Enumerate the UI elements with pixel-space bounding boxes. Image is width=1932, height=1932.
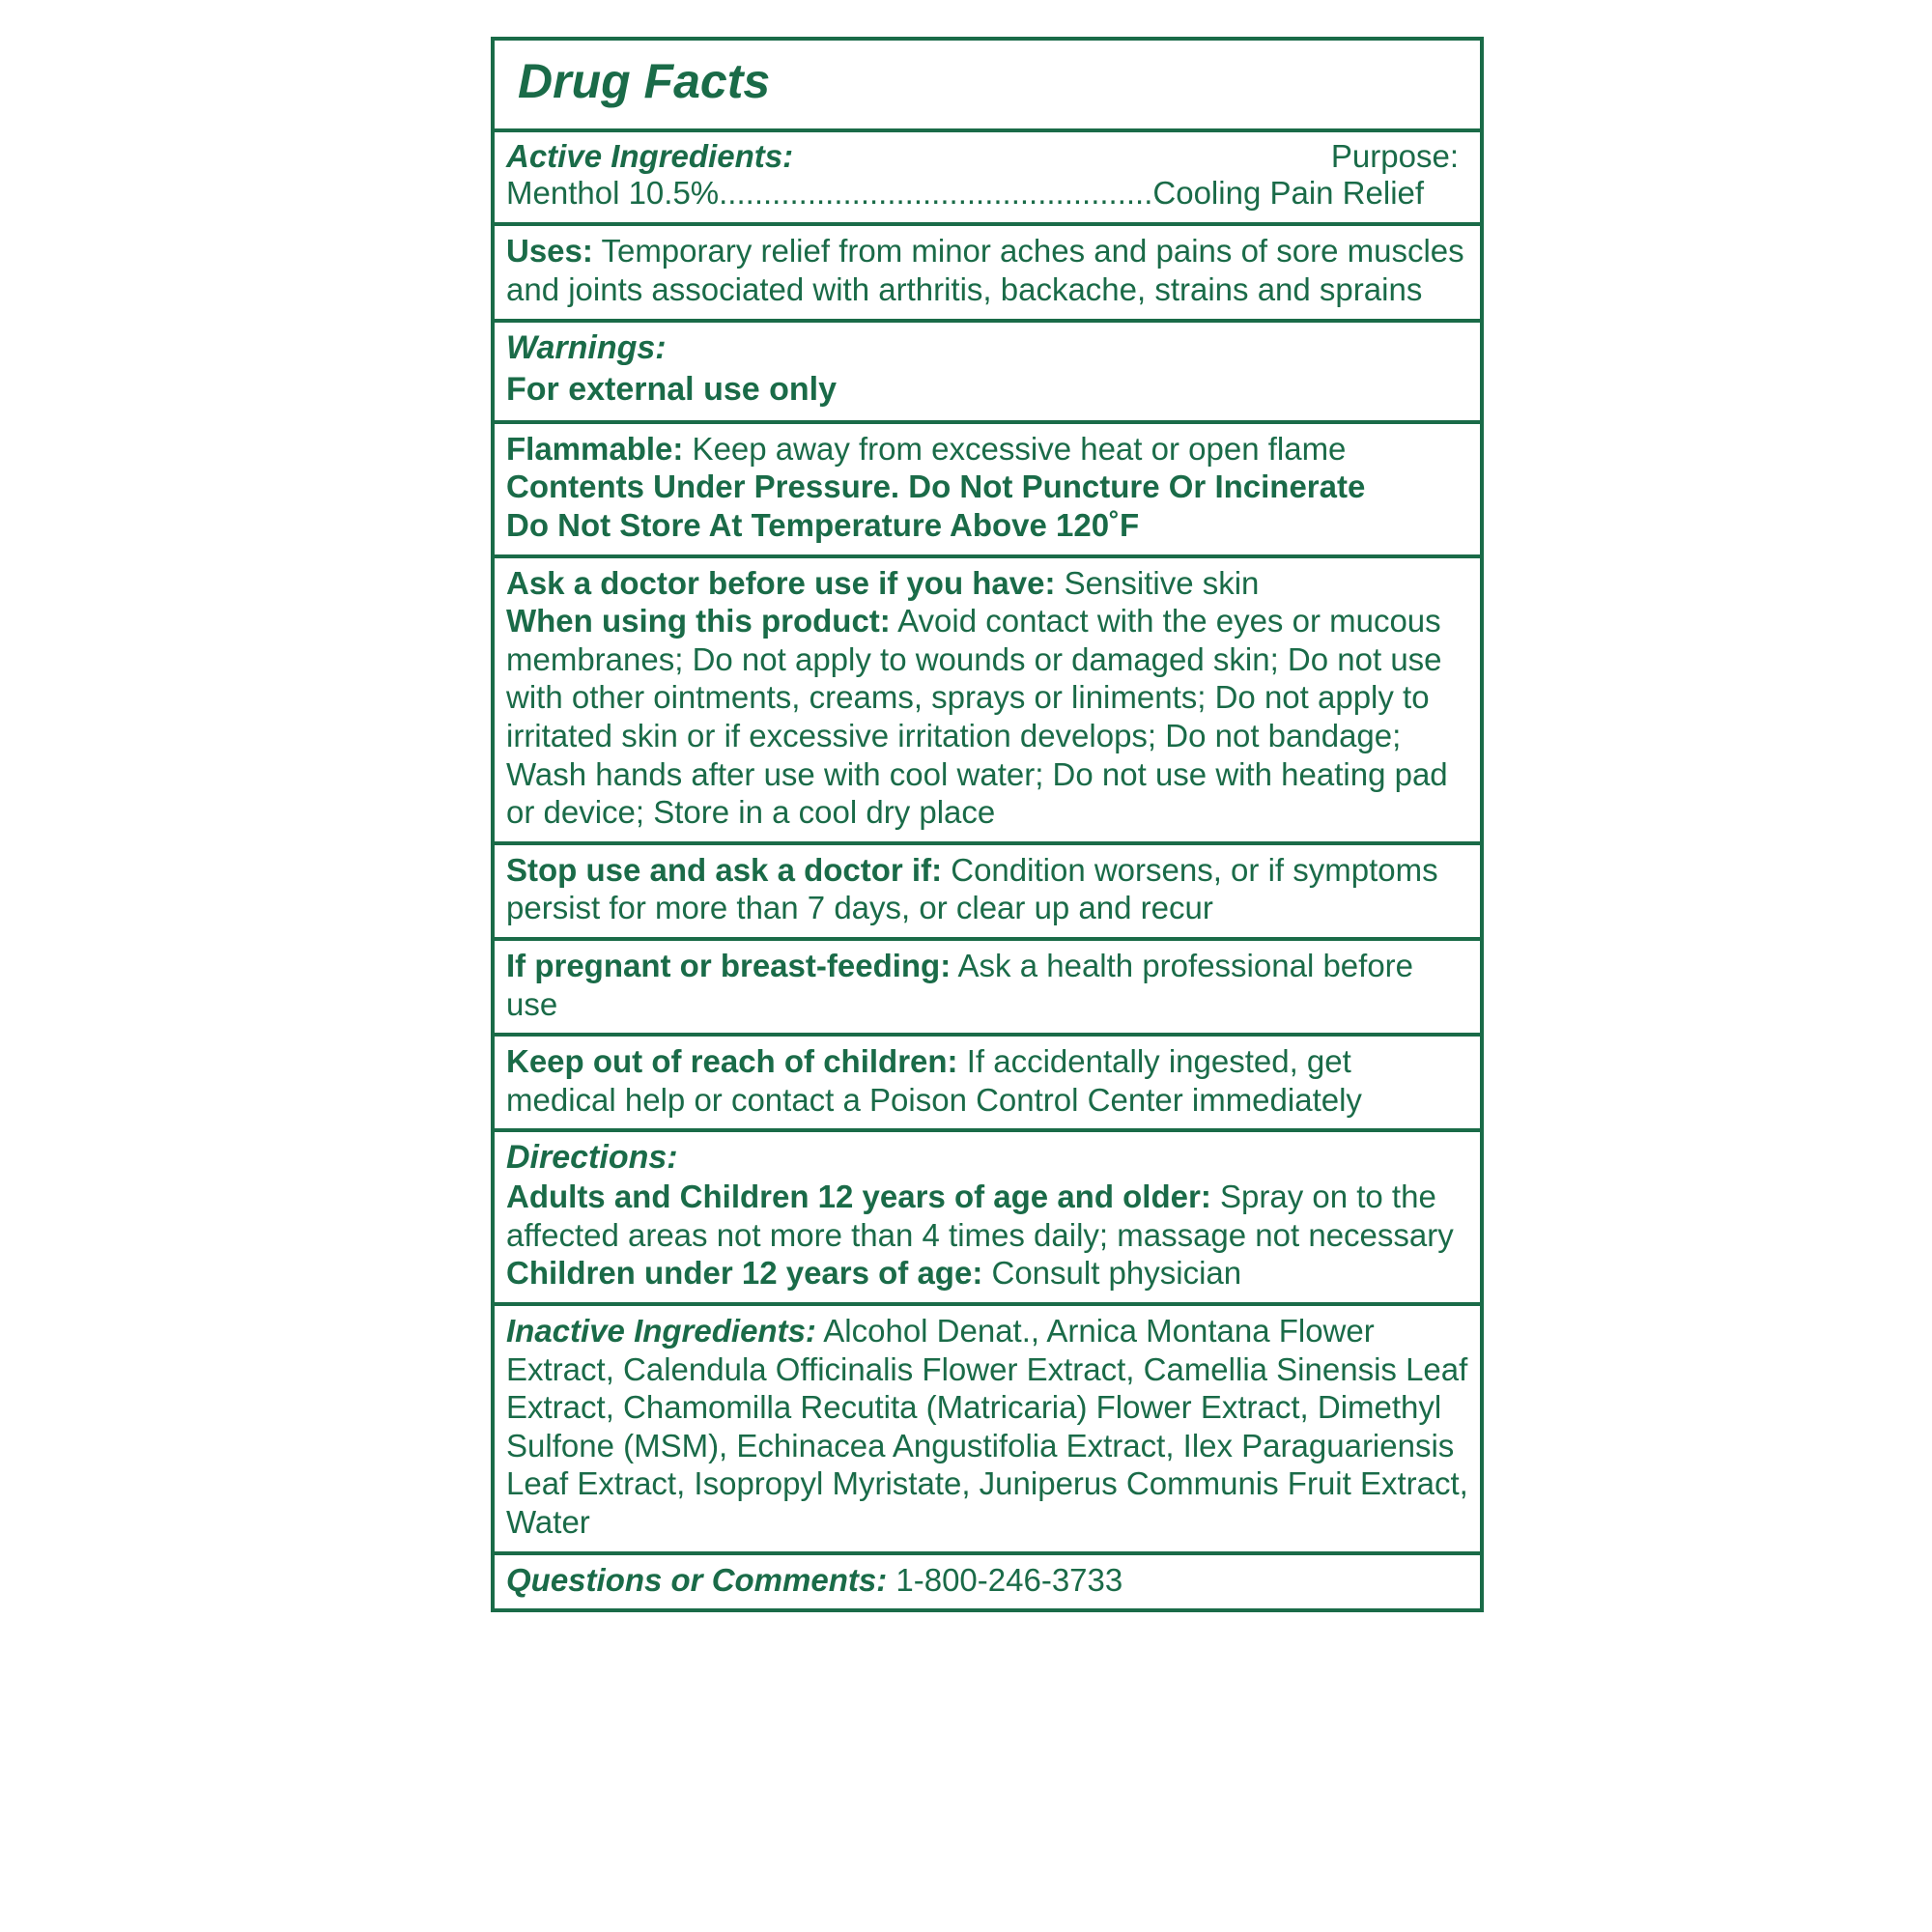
children-paragraph [506,1042,1468,1119]
do-not-store-above: Do Not Store At Temperature Above 120˚F [506,507,1140,544]
pregnant-label: If pregnant or breast-feeding: [506,947,952,983]
ask-doctor-paragraph [506,564,1468,603]
ask-doctor-section [495,558,1480,845]
directions-children-label: Children under 12 years of age: [506,1255,983,1292]
inactive-paragraph [506,1312,1468,1542]
purpose-label: Purpose: [1330,137,1459,174]
directions-children-text: Consult physician [982,1255,1242,1292]
stop-use-label: Stop use and ask a doctor if: [506,851,943,888]
directions-adults-text: Spray on to the affected areas not more than 4 times daily; massage not necessary [506,1179,1454,1253]
flammable-paragraph [506,430,1468,469]
stop-use-text: Condition worsens, or if symptoms persist for more than 7 days, or clear up and recur [506,851,1438,926]
questions-label: Questions or Comments: [506,1561,888,1598]
questions-paragraph [506,1561,1468,1600]
directions-adults-paragraph [506,1178,1468,1254]
flammable-section [495,424,1480,558]
flammable-text: Keep away from excessive heat or open flame [683,430,1347,467]
children-section [495,1037,1480,1132]
active-ingredients-section [495,132,1480,227]
uses-text: Temporary relief from minor aches and pains of sore muscles and joints associated with arthritis, backache, strains and sprains [506,233,1464,307]
directions-children-paragraph [506,1254,1468,1293]
children-label: Keep out of reach of children: [506,1043,958,1080]
directions-adults-label: Adults and Children 12 years of age and older: [506,1179,1211,1215]
active-ingredient-line: Menthol 10.5%.................................................Cooling Pain Relief [506,175,1425,212]
pregnant-text: Ask a health professional before use [506,947,1414,1022]
inactive-ingredients-section [495,1306,1480,1555]
pregnant-paragraph [506,947,1468,1023]
uses-label: Uses: [506,233,593,270]
warnings-section [495,323,1480,424]
active-ingredients-label: Active Ingredients: [506,137,794,174]
directions-heading: Directions: [506,1139,678,1177]
page-title: Drug Facts [518,54,771,108]
flammable-label: Flammable: [506,430,684,467]
stop-use-paragraph [506,851,1468,927]
uses-paragraph [506,232,1468,308]
children-text: If accidentally ingested, get medical help or contact a Poison Control Center immediately [506,1043,1362,1118]
drug-facts-panel [491,37,1484,1612]
directions-section [495,1132,1480,1306]
pregnant-section [495,941,1480,1037]
questions-phone: 1-800-246-3733 [887,1561,1123,1598]
active-ingredients-headings [506,138,1468,176]
external-use-only: For external use only [506,371,837,409]
stop-use-section [495,845,1480,941]
uses-section [495,226,1480,322]
contents-under-pressure: Contents Under Pressure. Do Not Puncture Or Incinerate [506,469,1366,505]
title-section [495,41,1480,132]
ask-doctor-text: Sensitive skin [1055,564,1260,601]
when-using-label: When using this product: [506,603,891,639]
warnings-heading: Warnings: [506,328,667,366]
inactive-label: Inactive Ingredients: [506,1312,816,1349]
inactive-text: Alcohol Denat., Arnica Montana Flower Extract, Calendula Officinalis Flower Extract, Camellia Sinensis Leaf Extract, Chamomilla Recutita (Matricaria) Flower Extract, Dimethyl Sulfone (MSM), Echinacea Angustifolia Extract, Ilex Paraguariensis Leaf Extract, Isopropyl Myristate, Juniperus Communis Fruit Extract, Water [506,1312,1468,1540]
ask-doctor-label: Ask a doctor before use if you have: [506,564,1056,601]
questions-section [495,1555,1480,1609]
when-using-text: Avoid contact with the eyes or mucous membranes; Do not apply to wounds or damaged skin; Do not use with other ointments, creams, sprays or liniments; Do not apply to irritated skin or if excessive irritation develops; Do not bandage; Wash hands after use with cool water; Do not use with heating pad or device; Store in a cool dry place [506,603,1448,831]
when-using-paragraph [506,602,1468,832]
